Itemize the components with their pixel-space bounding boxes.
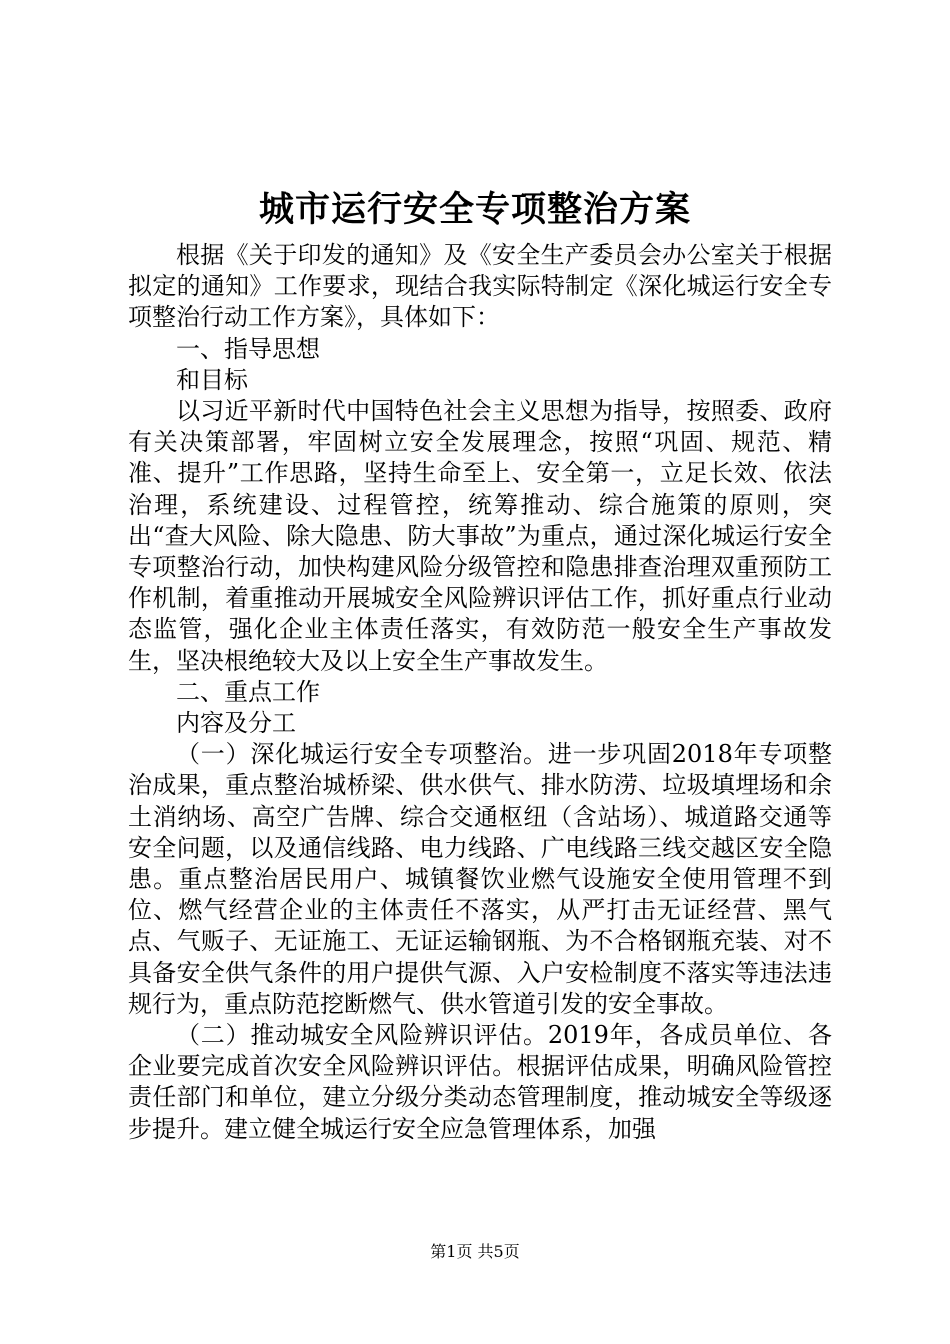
work-item-1-paragraph: （一）深化城运行安全专项整治。进一步巩固2018年专项整治成果，重点整治城桥梁、供水供气、排水防涝、垃圾填埋场和余土消纳场、高空广告牌、综合交通枢纽（含站场）、城道路交通等安全问题，以及通信线路、电力线路、广电线路三线交越区安全隐患。重点整治居民用户、城镇餐饮业燃气设施安全使用管理不到位、燃气经营企业的主体责任不落实，从严打击无证经营、黑气点、气贩子、无证施工、无证运输钢瓶、为不合格钢瓶充装、对不具备安全供气条件的用户提供气源、入户安检制度不落实等违法违规行为，重点防范挖断燃气、供水管道引发的安全事故。 xyxy=(128,740,832,1018)
guiding-paragraph: 以习近平新时代中国特色社会主义思想为指导，按照委、政府有关决策部署，牢固树立安全发展理念，按照“巩固、规范、精准、提升”工作思路，坚持生命至上、安全第一，立足长效、依法治理，系统建设、过程管控，统筹推动、综合施策的原则，突出“查大风险、除大隐患、防大事故”为重点，通过深化城运行安全专项整治行动，加快构建风险分级管控和隐患排查治理双重预防工作机制，着重推动开展城安全风险辨识评估工作，抓好重点行业动态监管，强化企业主体责任落实，有效防范一般安全生产事故发生，坚决根绝较大及以上安全生产事故发生。 xyxy=(128,397,832,675)
work-item-2-paragraph: （二）推动城安全风险辨识评估。2019年，各成员单位、各企业要完成首次安全风险辨识评估。根据评估成果，明确风险管控责任部门和单位，建立分级分类动态管理制度，推动城安全等级逐步提升。建立健全城运行安全应急管理体系，加强 xyxy=(128,1021,832,1143)
document-body xyxy=(128,240,832,1145)
page-number-footer: 第1页 共5页 xyxy=(430,1242,520,1261)
intro-paragraph: 根据《关于印发的通知》及《安全生产委员会办公室关于根据拟定的通知》工作要求，现结合我实际特制定《深化城运行安全专项整治行动工作方案》，具体如下： xyxy=(128,241,832,332)
section-heading-2: 二、重点工作 xyxy=(176,677,320,706)
document-title: 城市运行安全专项整治方案 xyxy=(258,189,691,230)
section-heading-1: 一、指导思想 xyxy=(176,334,320,363)
section-heading-1-cont: 和目标 xyxy=(176,365,248,394)
section-heading-2-cont: 内容及分工 xyxy=(176,709,296,738)
